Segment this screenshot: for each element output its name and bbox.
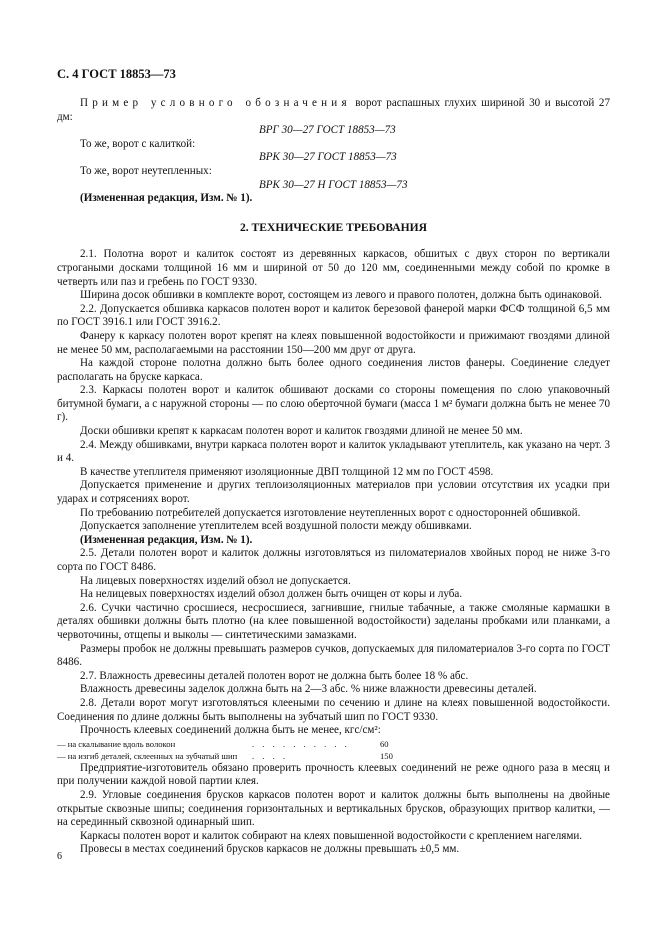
clause-2-2-joints: На каждой стороне полотна должно быть более одного соединения листов фанеры. Соединение следует располагать на бруске каркаса.	[57, 357, 610, 383]
clause-2-9-assembly: Каркасы полотен ворот и калиток собирают на клеях повышенной водостойкости с креплением нагелями.	[80, 829, 583, 842]
clause-2-8-strength: Прочность клеевых соединений должна быть не менее, кгс/см²:	[80, 724, 381, 737]
clause-2-4-uninsulated: По требованию потребителей допускается изготовление неутепленных ворот с односторонней обшивкой.	[80, 506, 581, 519]
designation-formula-3: ВРК 30—27 Н ГОСТ 18853—73	[259, 178, 408, 191]
clause-2-6: 2.6. Сучки частично сросшиеся, несросшиеся, загнившие, гнилые табачные, а также смоляные кармашки в деталях обшивки должны быть плотно (на клее повышенной водостойкости) заделаны пробками или планками, а червоточины, отщепы и выколы — синтетическими замазками.	[57, 601, 610, 641]
uninsulated-label: То же, ворот неутепленных:	[80, 164, 212, 177]
clause-2-4-filling: Допускается заполнение утеплителем всей воздушной полости между обшивками.	[80, 520, 472, 533]
clause-2-3: 2.3. Каркасы полотен ворот и калиток обшивают досками со стороны помещения по слою упаковочный битумной бумаги, а с наружной стороны — по слою оберточной бумаги (масса 1 м² бумаги должна быть не менее 70 г).	[57, 384, 610, 424]
clause-2-7: 2.7. Влажность древесины деталей полотен ворот не должна быть более 18 % абс.	[80, 669, 469, 682]
strength-label: — на изгиб деталей, склеенных на зубчатый шип	[57, 750, 238, 761]
clause-2-9-tolerance: Провесы в местах соединений брусков каркасов не должны превышать ±0,5 мм.	[80, 843, 460, 856]
clause-2-1: 2.1. Полотна ворот и калиток состоят из деревянных каркасов, обшитых с двух сторон по вертикали строгаными досками толщиной 16 мм и шириной от 50 до 120 мм, соединенными между собой по кромке в четверть или паз и гребень по ГОСТ 9330.	[57, 248, 610, 288]
section-title: 2. ТЕХНИЧЕСКИЕ ТРЕБОВАНИЯ	[239, 220, 428, 234]
clause-2-4-materials: Допускается применение и других теплоизоляционных материалов при условии отсутствия их усадки при ударах и сотрясениях ворот.	[57, 479, 610, 506]
strength-value: 150	[380, 750, 393, 761]
clause-2-7-patches: Влажность древесины заделок должна быть на 2—3 абс. % ниже влажности древесины деталей.	[80, 683, 537, 696]
clause-2-5-nonface: На нелицевых поверхностях изделий обзол должен быть очищен от коры и луба.	[80, 588, 463, 601]
strength-dots: . . . . . . . . . .	[252, 738, 350, 749]
example-spaced-label: Пример условного обозначения	[80, 97, 351, 109]
clause-2-4-insulation: В качестве утеплителя применяют изоляционные ДВП толщиной 12 мм по ГОСТ 4598.	[80, 465, 494, 478]
clause-2-8-control: Предприятие-изготовитель обязано проверить прочность клеевых соединений не реже одного раза в месяц и при получении каждой новой партии клея.	[57, 761, 610, 788]
page-number: 6	[57, 851, 62, 862]
clause-2-4: 2.4. Между обшивками, внутри каркаса полотен ворот и калиток укладывают утеплитель, как указано на черт. 3 и 4.	[57, 438, 610, 465]
clause-2-8: 2.8. Детали ворот могут изготовляться клееными по сечению и длине на клеях повышенной водостойкости. Соединения по длине должны быть выполнены на зубчатый шип по ГОСТ 9330.	[57, 696, 610, 723]
strength-value: 60	[380, 738, 389, 749]
clause-2-3-nails: Доски обшивки крепят к каркасам полотен ворот и калиток гвоздями длиной не менее 50 мм.	[80, 425, 523, 438]
designation-formula-2: ВРК 30—27 ГОСТ 18853—73	[259, 151, 397, 164]
clause-2-2-plywood: Фанеру к каркасу полотен ворот крепят на клеях повышенной водостойкости и прижимают гвоздями длиной не менее 50 мм, располагаемыми на расстоянии 150—200 мм друг от друга.	[57, 329, 610, 356]
example-text: ворот распашных глухих шириной 30 и высотой 27 дм:	[57, 97, 610, 123]
strength-label: — на скалывание вдоль волокон	[57, 738, 176, 749]
clause-2-5-face: На лицевых поверхностях изделий обзол не допускается.	[80, 574, 351, 587]
revision-note-2: (Измененная редакция, Изм. № 1).	[80, 533, 253, 546]
revision-note: (Измененная редакция, Изм. № 1).	[80, 192, 253, 205]
example-paragraph	[57, 97, 610, 124]
clause-2-5: 2.5. Детали полотен ворот и калиток должны изготовляться из пиломатериалов хвойных пород не ниже 3-го сорта по ГОСТ 8486.	[57, 547, 610, 573]
page-content	[57, 97, 610, 857]
strength-row	[57, 738, 610, 750]
page-header: С. 4 ГОСТ 18853—73	[57, 67, 176, 81]
wicket-label: То же, ворот с калиткой:	[80, 137, 196, 150]
clause-2-6-plugs: Размеры пробок не должны превышать размеров сучков, допускаемых для пиломатериалов 3-го сорта по ГОСТ 8486.	[57, 642, 610, 669]
strength-dots: . . . .	[252, 750, 289, 761]
clause-2-1-board-width: Ширина досок обшивки в комплекте ворот, состоящем из левого и правого полотен, должна быть одинаковой.	[80, 289, 602, 302]
designation-formula-1: ВРГ 30—27 ГОСТ 18853—73	[259, 124, 396, 137]
clause-2-2: 2.2. Допускается обшивка каркасов полотен ворот и калиток березовой фанерой марки ФСФ толщиной 6,5 мм по ГОСТ 3916.1 или ГОСТ 3916.2.	[57, 302, 610, 329]
clause-2-9: 2.9. Угловые соединения брусков каркасов полотен ворот и калиток должны быть выполнены на двойные открытые сквозные шипы; соединения горизонтальных и вертикальных брусков, образующих притвор калитки, — на серединный сквозной одинарный шип.	[57, 788, 610, 829]
strength-row	[57, 750, 610, 762]
